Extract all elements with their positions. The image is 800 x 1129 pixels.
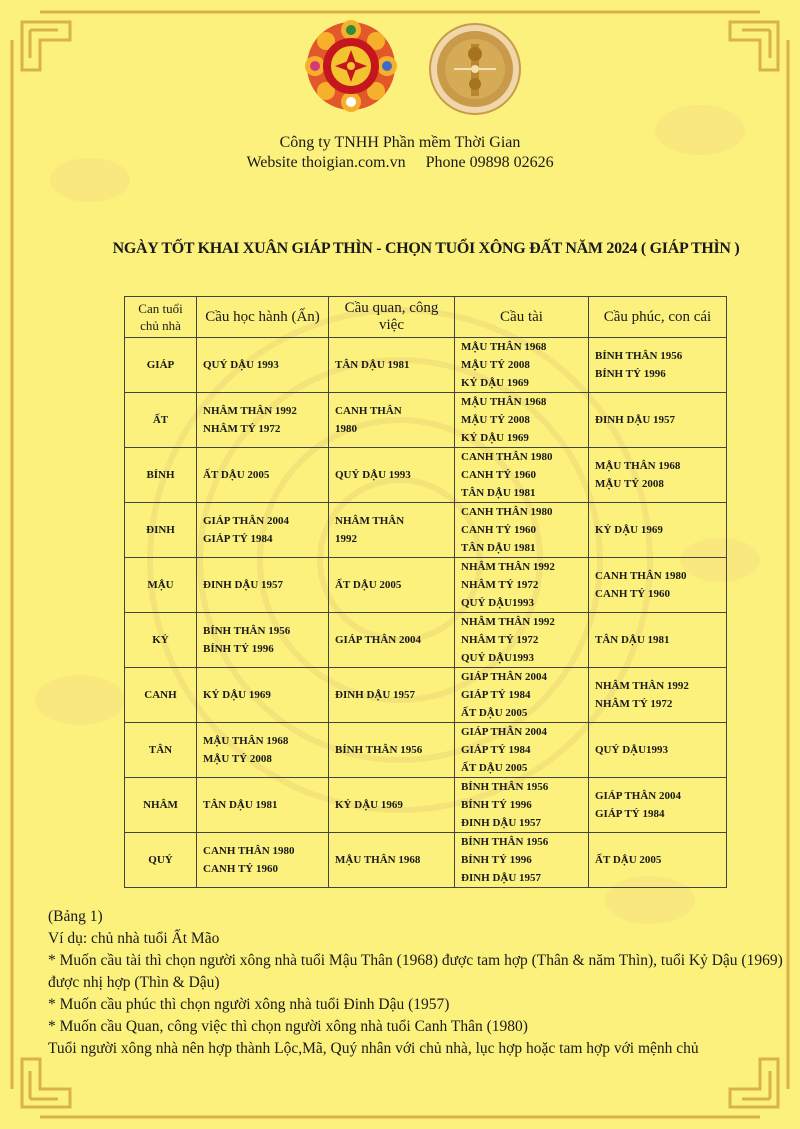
- cell-line: ẤT DẬU 2005: [335, 579, 402, 591]
- cell-line: ẤT DẬU 2005: [461, 707, 528, 719]
- cell-line: ĐINH DẬU 1957: [595, 414, 676, 426]
- cell-hoc: [197, 338, 329, 393]
- cell-line: CANH TÝ 1960: [203, 863, 278, 875]
- cell-quan: [329, 338, 455, 393]
- cell-can: ẤT: [125, 393, 197, 448]
- cell-line: CANH TÝ 1960: [461, 524, 536, 536]
- cell-line: GIÁP TÝ 1984: [461, 744, 531, 756]
- cell-line: MẬU THÂN 1968: [595, 460, 681, 472]
- company-phone: Phone 09898 02626: [425, 154, 554, 171]
- cell-phuc: [589, 723, 727, 778]
- cell-quan: [329, 668, 455, 723]
- cell-line: TÂN DẬU 1981: [335, 359, 410, 371]
- cell-line: TÂN DẬU 1981: [461, 487, 536, 499]
- cell-line: NHÂM THÂN 1992: [203, 405, 297, 417]
- cell-line: QUÝ DẬU1993: [595, 744, 669, 756]
- cell-line: QUÝ DẬU 1993: [335, 469, 411, 481]
- company-info: [0, 133, 800, 173]
- cell-tai: [455, 613, 589, 668]
- cell-line: GIÁP THÂN 2004: [461, 671, 547, 683]
- cell-line: ĐINH DẬU 1957: [335, 689, 416, 701]
- cell-line: GIÁP THÂN 2004: [203, 515, 289, 527]
- cell-phuc: [589, 503, 727, 558]
- cell-line: BÍNH THÂN 1956: [461, 781, 549, 793]
- cell-tai: [455, 723, 589, 778]
- cell-phuc: [589, 668, 727, 723]
- cell-hoc: [197, 778, 329, 833]
- cell-hoc: [197, 503, 329, 558]
- header-hoc: Cầu học hành (Ấn): [197, 297, 329, 338]
- cell-line: KỶ DẬU 1969: [461, 432, 529, 444]
- company-contact: [0, 153, 800, 173]
- cell-quan: [329, 558, 455, 613]
- table-header-row: [125, 297, 727, 338]
- table-row: [125, 723, 727, 778]
- cell-hoc: [197, 558, 329, 613]
- cell-quan: [329, 778, 455, 833]
- cell-line: MẬU TÝ 2008: [461, 414, 530, 426]
- company-website: Website thoigian.com.vn: [246, 154, 406, 171]
- cell-line: BÍNH THÂN 1956: [335, 744, 423, 756]
- cell-phuc: [589, 613, 727, 668]
- cell-line: TÂN DẬU 1981: [203, 799, 278, 811]
- cell-line: MẬU THÂN 1968: [461, 396, 547, 408]
- table-row: [125, 448, 727, 503]
- cell-quan: [329, 723, 455, 778]
- cell-line: CANH TÝ 1960: [595, 588, 670, 600]
- cell-line: GIÁP THÂN 2004: [461, 726, 547, 738]
- cell-line: CANH THÂN 1980: [203, 845, 295, 857]
- cell-line: TÂN DẬU 1981: [595, 634, 670, 646]
- cell-line: GIÁP THÂN 2004: [595, 790, 681, 802]
- note-cau-phuc: * Muốn cầu phúc thì chọn người xông nhà tuổi Đinh Dậu (1957): [48, 996, 450, 1013]
- cell-line: 1980: [335, 423, 357, 435]
- cell-can: QUÝ: [125, 833, 197, 888]
- cell-line: NHÂM THÂN 1992: [461, 561, 555, 573]
- note-example: Ví dụ: chủ nhà tuổi Ất Mão: [48, 930, 220, 947]
- cell-can: ĐINH: [125, 503, 197, 558]
- cell-quan: [329, 503, 455, 558]
- cell-line: NHÂM THÂN: [335, 515, 405, 527]
- cell-line: ĐINH DẬU 1957: [461, 817, 542, 829]
- cell-tai: [455, 338, 589, 393]
- cell-phuc: [589, 558, 727, 613]
- cell-tai: [455, 558, 589, 613]
- cell-line: MẬU TÝ 2008: [461, 359, 530, 371]
- cell-line: ẤT DẬU 2005: [203, 469, 270, 481]
- table-row: [125, 393, 727, 448]
- cell-line: ẤT DẬU 2005: [595, 854, 662, 866]
- header-can: Can tuổi chủ nhà: [125, 297, 197, 338]
- cell-line: BÍNH THÂN 1956: [203, 625, 291, 637]
- header-phuc: Cầu phúc, con cái: [589, 297, 727, 338]
- notes-section: [48, 906, 788, 1060]
- cell-line: 1992: [335, 533, 357, 545]
- cell-line: TÂN DẬU 1981: [461, 542, 536, 554]
- cell-phuc: [589, 338, 727, 393]
- cell-line: GIÁP TÝ 1984: [461, 689, 531, 701]
- cell-hoc: [197, 833, 329, 888]
- cell-line: MẬU TÝ 2008: [595, 478, 664, 490]
- cell-can: NHÂM: [125, 778, 197, 833]
- table-body: [125, 338, 727, 888]
- cell-line: KỶ DẬU 1969: [203, 689, 271, 701]
- cell-can: KỶ: [125, 613, 197, 668]
- cell-line: MẬU THÂN 1968: [203, 735, 289, 747]
- cell-line: BÍNH TÝ 1996: [595, 368, 666, 380]
- cell-line: ĐINH DẬU 1957: [461, 872, 542, 884]
- golden-seal-logo-icon: [428, 22, 522, 116]
- table-row: [125, 338, 727, 393]
- cell-line: MẬU THÂN 1968: [461, 341, 547, 353]
- cell-line: CANH THÂN 1980: [461, 451, 553, 463]
- header-quan: Cầu quan, công việc: [329, 297, 455, 338]
- table-row: [125, 503, 727, 558]
- cell-can: CANH: [125, 668, 197, 723]
- cell-phuc: [589, 448, 727, 503]
- lotus-mandala-logo-icon: [305, 20, 397, 112]
- cell-tai: [455, 503, 589, 558]
- cell-line: NHÂM THÂN 1992: [595, 680, 689, 692]
- table-row: [125, 558, 727, 613]
- cell-tai: [455, 393, 589, 448]
- cell-line: MẬU THÂN 1968: [335, 854, 421, 866]
- cell-line: QUÝ DẬU1993: [461, 597, 535, 609]
- cell-line: QUÝ DẬU 1993: [203, 359, 279, 371]
- table-row: [125, 613, 727, 668]
- cell-can: MẬU: [125, 558, 197, 613]
- cell-line: ĐINH DẬU 1957: [203, 579, 284, 591]
- table-row: [125, 778, 727, 833]
- xong-dat-table: [124, 296, 727, 888]
- cell-line: NHÂM TÝ 1972: [203, 423, 281, 435]
- cell-hoc: [197, 723, 329, 778]
- cell-quan: [329, 448, 455, 503]
- cell-line: NHÂM TÝ 1972: [461, 634, 539, 646]
- note-cau-quan: * Muốn cầu Quan, công việc thì chọn người xông nhà tuổi Canh Thân (1980): [48, 1018, 528, 1035]
- cell-line: KỶ DẬU 1969: [461, 377, 529, 389]
- cell-line: CANH THÂN: [335, 405, 402, 417]
- cell-can: GIÁP: [125, 338, 197, 393]
- table-row: [125, 668, 727, 723]
- cell-quan: [329, 393, 455, 448]
- cell-line: CANH TÝ 1960: [461, 469, 536, 481]
- cell-can: BÍNH: [125, 448, 197, 503]
- cell-line: CANH THÂN 1980: [595, 570, 687, 582]
- cell-line: KỶ DẬU 1969: [595, 524, 663, 536]
- cell-can: TÂN: [125, 723, 197, 778]
- cell-line: NHÂM TÝ 1972: [595, 698, 673, 710]
- cell-line: BÍNH TÝ 1996: [461, 799, 532, 811]
- cell-tai: [455, 668, 589, 723]
- cell-line: BÍNH THÂN 1956: [461, 836, 549, 848]
- cell-line: BÍNH THÂN 1956: [595, 350, 683, 362]
- cell-line: BÍNH TÝ 1996: [461, 854, 532, 866]
- cell-tai: [455, 778, 589, 833]
- cell-line: GIÁP TÝ 1984: [595, 808, 665, 820]
- cell-line: GIÁP TÝ 1984: [203, 533, 273, 545]
- cell-line: CANH THÂN 1980: [461, 506, 553, 518]
- note-cau-tai: * Muốn cầu tài thì chọn người xông nhà tuổi Mậu Thân (1968) được tam hợp (Thân & năm Thìn), tuổi Kỷ Dậu (1969) được nhị hợp (Thìn & Dậu): [48, 952, 783, 991]
- cell-phuc: [589, 393, 727, 448]
- note-summary: Tuổi người xông nhà nên hợp thành Lộc,Mã, Quý nhân với chủ nhà, lục hợp hoặc tam hợp với mệnh chủ: [48, 1040, 699, 1057]
- header-tai: Cầu tài: [455, 297, 589, 338]
- page-title: NGÀY TỐT KHAI XUÂN GIÁP THÌN - CHỌN TUỔI XÔNG ĐẤT NĂM 2024 ( GIÁP THÌN ): [112, 240, 740, 257]
- cell-line: QUÝ DẬU1993: [461, 652, 535, 664]
- cell-line: KỶ DẬU 1969: [335, 799, 403, 811]
- cell-line: NHÂM TÝ 1972: [461, 579, 539, 591]
- cell-tai: [455, 833, 589, 888]
- cell-phuc: [589, 778, 727, 833]
- cell-hoc: [197, 393, 329, 448]
- note-caption: (Bảng 1): [48, 908, 103, 925]
- cell-phuc: [589, 833, 727, 888]
- cell-quan: [329, 613, 455, 668]
- table-row: [125, 833, 727, 888]
- cell-hoc: [197, 668, 329, 723]
- cell-line: ẤT DẬU 2005: [461, 762, 528, 774]
- cell-line: BÍNH TÝ 1996: [203, 643, 274, 655]
- cell-hoc: [197, 613, 329, 668]
- cell-quan: [329, 833, 455, 888]
- cell-line: NHÂM THÂN 1992: [461, 616, 555, 628]
- cell-line: GIÁP THÂN 2004: [335, 634, 421, 646]
- cell-tai: [455, 448, 589, 503]
- cell-line: MẬU TÝ 2008: [203, 753, 272, 765]
- cell-hoc: [197, 448, 329, 503]
- company-name: Công ty TNHH Phần mềm Thời Gian: [279, 134, 521, 151]
